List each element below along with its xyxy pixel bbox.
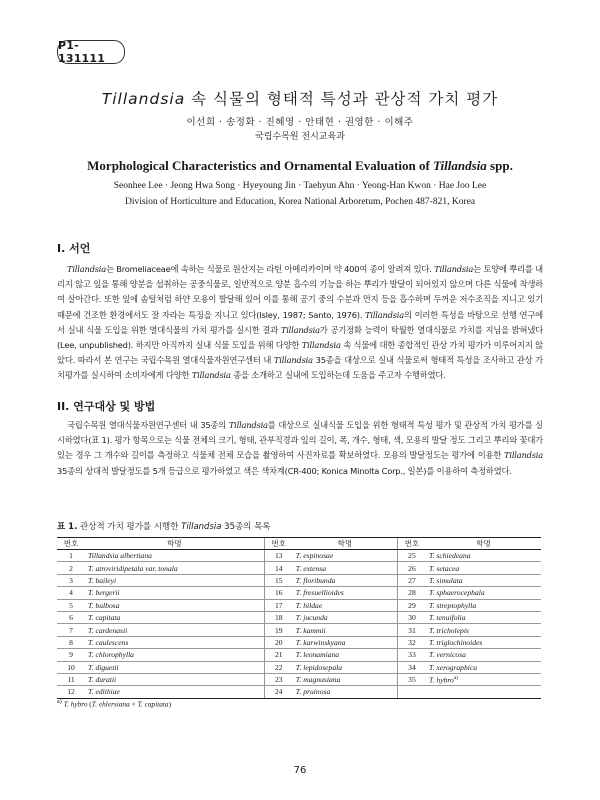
table-row xyxy=(57,649,541,661)
table-caption-end: 35종의 목록 xyxy=(221,522,271,532)
species-number: 4 xyxy=(57,587,85,599)
page-number: 76 xyxy=(293,765,307,776)
species-name-text: T. bergerii xyxy=(88,588,120,598)
species-name xyxy=(426,587,541,599)
species-number: 10 xyxy=(57,661,85,673)
species-name xyxy=(293,599,398,611)
species-number: 26 xyxy=(397,562,426,574)
species-name xyxy=(293,624,398,636)
species-number: 22 xyxy=(264,661,293,673)
species-name-text: T. pruinosa xyxy=(295,687,331,697)
species-number: 33 xyxy=(397,649,426,661)
species-name-text: T. triglochinoides xyxy=(428,637,483,647)
species-name xyxy=(426,661,541,673)
species-number: 31 xyxy=(397,624,426,636)
species-name-text: T. diguetii xyxy=(88,662,119,672)
species-number: 24 xyxy=(264,686,293,698)
species-name xyxy=(426,673,541,685)
col-header-no: 번호 xyxy=(264,538,293,550)
col-header-name: 학명 xyxy=(293,538,398,550)
table-row xyxy=(57,550,541,562)
species-name xyxy=(85,550,264,562)
species-name-text: T. tenuifolia xyxy=(428,613,466,623)
species-table xyxy=(57,537,541,699)
species-number: 12 xyxy=(57,686,85,698)
species-number: 21 xyxy=(264,649,293,661)
species-name xyxy=(293,550,398,562)
species-name-text: T. simulata xyxy=(428,575,463,585)
species-name-text: T. extensa xyxy=(295,563,327,573)
table-row xyxy=(57,587,541,599)
english-title-main: Morphological Characteristics and Ornamental Evaluation of xyxy=(87,158,434,173)
paragraph-text: 국립수목원 열대식물자원연구센터 내 35종의 xyxy=(67,420,229,430)
genus-name: Tillandsia xyxy=(301,340,341,351)
table-row xyxy=(57,611,541,623)
species-name-text: T. kammii xyxy=(295,625,326,635)
korean-title-rest: 속 식물의 형태적 특성과 관상적 가치 평가 xyxy=(185,90,499,108)
footnote-paren-close: ) xyxy=(168,699,172,709)
footnote-paren: ( xyxy=(87,699,92,709)
table-row xyxy=(57,599,541,611)
species-name xyxy=(85,574,264,586)
species-number: 23 xyxy=(264,673,293,685)
paragraph-text: 는 Bromeliaceae에 속하는 식물로 원산지는 라틴 아메리카이며 약 400여 종이 알려져 있다. xyxy=(105,264,435,274)
paragraph-text: 가 공기정화 능력이 탁월한 열대식물로 가치를 지님을 밝혀냈다(Lee, unpublished). 하지만 아직까지 실내 식물 도입을 위해 다양한 xyxy=(57,324,544,351)
table-caption-text: 관상적 가치 평가를 시행한 xyxy=(77,522,182,532)
footnote-parent-2: T. capitata xyxy=(137,699,169,709)
species-name xyxy=(85,636,264,648)
species-name-text: T. caulescens xyxy=(88,637,129,647)
footnote-hybrid: T. hybro xyxy=(63,699,88,709)
species-name xyxy=(293,611,398,623)
species-number: 32 xyxy=(397,636,426,648)
hybrid-footnote-marker: a) xyxy=(453,674,459,681)
section-2-heading: II. 연구대상 및 방법 xyxy=(57,400,156,413)
species-name-text: T. floribunda xyxy=(295,575,336,585)
species-name-text: T. streptophylla xyxy=(428,600,477,610)
section-1-paragraph xyxy=(57,262,543,384)
species-number: 19 xyxy=(264,624,293,636)
section-2-paragraph xyxy=(57,418,543,479)
species-name xyxy=(293,661,398,673)
species-name-text: T. schiedeana xyxy=(428,551,471,561)
species-number: 35 xyxy=(397,673,426,685)
species-name-text: T. atroviridipetala var. tonala xyxy=(88,563,178,573)
col-header-name: 학명 xyxy=(85,538,264,550)
table-footnote xyxy=(57,699,171,708)
species-name-text: T. fresuellioides xyxy=(295,588,344,598)
genus-name: Tillandsia xyxy=(228,420,268,430)
species-name-text: T. leonamiana xyxy=(295,650,340,660)
species-name xyxy=(85,587,264,599)
species-name xyxy=(426,636,541,648)
species-name xyxy=(85,686,264,698)
species-number: 9 xyxy=(57,649,85,661)
species-number: 6 xyxy=(57,611,85,623)
species-name xyxy=(85,624,264,636)
genus-name: Tillandsia xyxy=(191,370,231,381)
species-name-text: T. chlorophylla xyxy=(88,650,134,660)
footnote-parent-1: T. ehlersiana xyxy=(91,699,130,709)
species-number: 2 xyxy=(57,562,85,574)
species-name-text: T. sphaerocephala xyxy=(428,588,485,598)
species-number: 30 xyxy=(397,611,426,623)
species-number: 1 xyxy=(57,550,85,562)
paper-id-badge: P1-131111 xyxy=(57,40,125,64)
species-name-text: T. espinosae xyxy=(295,551,334,561)
species-name-text: T. tricholepis xyxy=(428,625,469,635)
species-name xyxy=(293,574,398,586)
species-name-text: T. lepidosepala xyxy=(295,662,343,672)
species-name-text: T. magnusiana xyxy=(295,675,341,685)
paragraph-text: 35종의 상대적 발달정도를 5개 등급으로 평가하였고 색은 색차계(CR-400; Konica Minolta Corp., 일본)를 이용하여 측정하였다. xyxy=(57,465,512,476)
species-name xyxy=(426,550,541,562)
table-row xyxy=(57,686,541,698)
species-name-text: T. hildae xyxy=(295,600,323,610)
species-name xyxy=(426,599,541,611)
english-title-genus: Tillandsia xyxy=(433,158,487,173)
species-number: 27 xyxy=(397,574,426,586)
species-name xyxy=(426,686,541,698)
species-number xyxy=(397,686,426,698)
paragraph-text: 35종을 대상으로 실내 식물로써 형태적 특성을 조사하고 관상 가치평가를 실시하여 소비자에게 다양한 xyxy=(57,355,543,381)
col-header-name: 학명 xyxy=(426,538,541,550)
species-name xyxy=(85,599,264,611)
species-number: 15 xyxy=(264,574,293,586)
paragraph-text: 는 토양에 뿌리를 내리지 않고 잎을 통해 양분을 섭취하는 공중식물로, 일반적으로 양분 흡수의 기능을 하는 뿌리가 발달이 되어있지 않으며 다른 식물에 착생하여 살아간다. 또한 잎에 솜털처럼 하얀 모용이 발달해 있어 이를 통해 공기 중의 수분과 먼지 등을 흡수하며 두꺼운 저수조직을 지니고 있기 때문에 건조한 환경에서도 잘 자라는 특징을 지니고 있다(Isley, 1987; Santo, 1976). xyxy=(57,264,543,320)
species-name-text: Tillandsia albertiana xyxy=(88,551,152,561)
korean-authors: 이선희 · 송정화 · 진혜영 · 안태현 · 권영한 · 이해주 xyxy=(186,117,414,128)
genus-name: Tillandsia xyxy=(273,355,313,366)
species-name xyxy=(293,562,398,574)
paragraph-text: 를 대상으로 실내식물 도입을 위한 형태적 특성 평가 및 관상적 가치 평가를 실시하였다(표 1). 평가 항목으로는 식물 전체의 크기, 형태, 관부직경과 잎의 길이, 폭, 개수, 형태, 색, 모용의 발달 정도 그리고 뿌리와 꽃대가 있는 경우 그 개수와 길이를 측정하고 식물체 전체 모습을 촬영하여 사진자료를 확보하였다. 모용의 발달정도는 평가에 이용한 xyxy=(57,420,543,461)
paragraph-text: 속 식물에 대한 종합적인 관상 가치 평가가 이루어지지 않았다. 따라서 본 연구는 국립수목원 열대식물자원연구센터 내 xyxy=(57,340,543,366)
species-name xyxy=(85,649,264,661)
species-number: 34 xyxy=(397,661,426,673)
table-row xyxy=(57,673,541,685)
species-number: 16 xyxy=(264,587,293,599)
paragraph-text: 종을 소개하고 실내에 도입하는데 도움을 주고자 수행하였다. xyxy=(230,370,446,381)
species-name xyxy=(293,673,398,685)
species-name xyxy=(293,649,398,661)
species-number: 3 xyxy=(57,574,85,586)
species-number: 14 xyxy=(264,562,293,574)
species-name-text: T. bulbosa xyxy=(88,600,120,610)
col-header-no: 번호 xyxy=(57,538,85,550)
species-number: 28 xyxy=(397,587,426,599)
species-number: 8 xyxy=(57,636,85,648)
table-row xyxy=(57,562,541,574)
species-number: 13 xyxy=(264,550,293,562)
english-title-end: spp. xyxy=(486,158,513,173)
english-affiliation: Division of Horticulture and Education, Korea National Arboretum, Pochen 487-821, Korea xyxy=(124,197,476,207)
genus-name: Tillandsia xyxy=(280,324,320,335)
english-authors: Seonhee Lee · Jeong Hwa Song · Hyeyoung Jin · Taehyun Ahn · Yeong-Han Kwon · Hae Joo Lee xyxy=(113,181,487,191)
table-row xyxy=(57,574,541,586)
species-name xyxy=(85,562,264,574)
genus-name: Tillandsia xyxy=(67,264,106,274)
species-number: 17 xyxy=(264,599,293,611)
species-number: 25 xyxy=(397,550,426,562)
species-number: 5 xyxy=(57,599,85,611)
footnote-cross: × xyxy=(129,699,138,709)
species-number: 11 xyxy=(57,673,85,685)
species-name xyxy=(426,649,541,661)
section-1-heading: I. 서언 xyxy=(57,242,91,255)
species-name-text: T. setacea xyxy=(428,563,460,573)
species-number: 7 xyxy=(57,624,85,636)
species-name xyxy=(426,624,541,636)
paragraph-text: 의 이러한 특성을 바탕으로 선행 연구에서 실내 식물 도입을 위한 열대식물의 가치 평가를 실시한 결과 xyxy=(57,309,543,335)
species-name-text: T. xerographica xyxy=(428,662,478,672)
species-name-text: T. jucunda xyxy=(295,613,328,623)
col-header-no: 번호 xyxy=(397,538,426,550)
table-row xyxy=(57,661,541,673)
species-name xyxy=(426,562,541,574)
species-name xyxy=(426,574,541,586)
species-name-text: T. duratii xyxy=(88,675,117,685)
species-name-text: T. capitata xyxy=(88,613,121,623)
korean-title-genus: Tillandsia xyxy=(101,90,186,108)
footnote-marker: a) xyxy=(57,699,62,705)
species-name xyxy=(293,587,398,599)
species-name xyxy=(85,673,264,685)
species-name-text: T. edithiae xyxy=(88,687,120,697)
species-name xyxy=(426,611,541,623)
species-name-text: T. karwinskyana xyxy=(295,637,346,647)
species-name-text: T. hybro xyxy=(428,675,454,685)
table-header-row xyxy=(57,538,541,550)
table-row xyxy=(57,636,541,648)
species-name-text: T. baileyi xyxy=(88,575,117,585)
species-name xyxy=(85,611,264,623)
table-caption-genus: Tillandsia xyxy=(181,522,222,532)
species-number: 29 xyxy=(397,599,426,611)
genus-name: Tillandsia xyxy=(434,264,474,274)
english-title xyxy=(0,158,600,174)
species-name xyxy=(85,661,264,673)
species-name xyxy=(293,686,398,698)
genus-name: Tillandsia xyxy=(365,309,405,320)
table-row xyxy=(57,624,541,636)
species-name xyxy=(293,636,398,648)
genus-name: Tillandsia xyxy=(504,450,543,461)
species-number: 18 xyxy=(264,611,293,623)
korean-affiliation: 국립수목원 전시교육과 xyxy=(255,132,345,142)
table-caption-label: 표 1. xyxy=(57,522,78,532)
species-name-text: T. cardenasii xyxy=(88,625,128,635)
species-name-text: T. vernicosa xyxy=(428,650,466,660)
korean-title xyxy=(0,87,600,109)
table-caption xyxy=(57,520,271,532)
species-number: 20 xyxy=(264,636,293,648)
